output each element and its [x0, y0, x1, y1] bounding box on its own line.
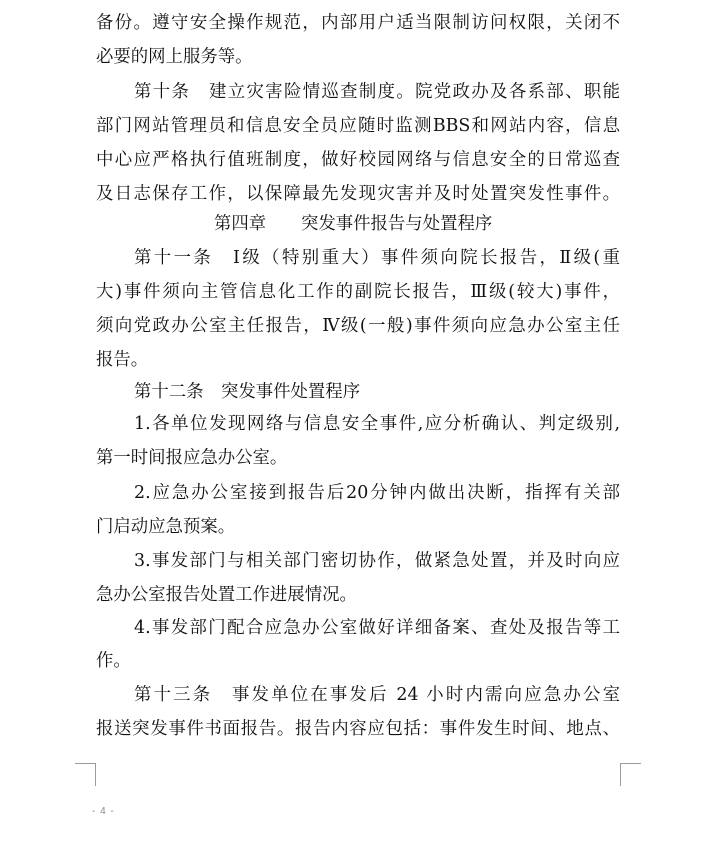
list-item-1-line: 1.各单位发现网络与信息安全事件,应分析确认、判定级别, — [134, 414, 620, 434]
body-text-line: 大)事件须向主管信息化工作的副院长报告，Ⅲ级(较大)事件， — [96, 282, 620, 302]
body-text-line: 中心应严格执行值班制度，做好校园网络与信息安全的日常巡查 — [96, 150, 620, 170]
margin-corner-mark-right — [620, 763, 641, 786]
body-text-line: 报送突发事件书面报告。报告内容应包括：事件发生时间、地点、 — [96, 719, 620, 739]
chapter-4-heading: 第四章 突发事件报告与处置程序 — [214, 214, 493, 234]
body-text-line: 须向党政办公室主任报告，Ⅳ级(一般)事件须向应急办公室主任 — [96, 316, 620, 336]
body-text-line: 备份。遵守安全操作规范，内部用户适当限制访问权限，关闭不 — [96, 13, 620, 33]
list-item-3-line: 3.事发部门与相关部门密切协作，做紧急处置，并及时向应 — [134, 551, 620, 571]
page-number: - 4 - — [92, 806, 115, 817]
body-text-line: 报告。 — [96, 350, 149, 370]
list-item-2-line: 2.应急办公室接到报告后20分钟内做出决断，指挥有关部 — [134, 483, 620, 503]
list-item-1-line: 第一时间报应急办公室。 — [96, 448, 288, 468]
list-item-3-line: 急办公室报告处置工作进展情况。 — [96, 585, 357, 605]
margin-corner-mark-left — [75, 763, 96, 786]
article-12-heading-line: 第十二条 突发事件处置程序 — [134, 382, 361, 402]
article-10-heading-line: 第十条 建立灾害险情巡查制度。院党政办及各系部、职能 — [134, 82, 620, 102]
list-item-2-line: 门启动应急预案。 — [96, 517, 236, 537]
body-text-line: 必要的网上服务等。 — [96, 47, 253, 67]
list-item-4-line: 4.事发部门配合应急办公室做好详细备案、查处及报告等工 — [134, 618, 620, 638]
article-11-heading-line: 第十一条 Ⅰ级（特别重大）事件须向院长报告，Ⅱ级(重 — [134, 248, 620, 268]
body-text-line: 及日志保存工作，以保障最先发现灾害并及时处置突发性事件。 — [96, 184, 620, 204]
list-item-4-line: 作。 — [96, 651, 131, 671]
body-text-line: 部门网站管理员和信息安全员应随时监测BBS和网站内容，信息 — [96, 116, 620, 136]
article-13-heading-line: 第十三条 事发单位在事发后 24 小时内需向应急办公室 — [134, 685, 620, 705]
